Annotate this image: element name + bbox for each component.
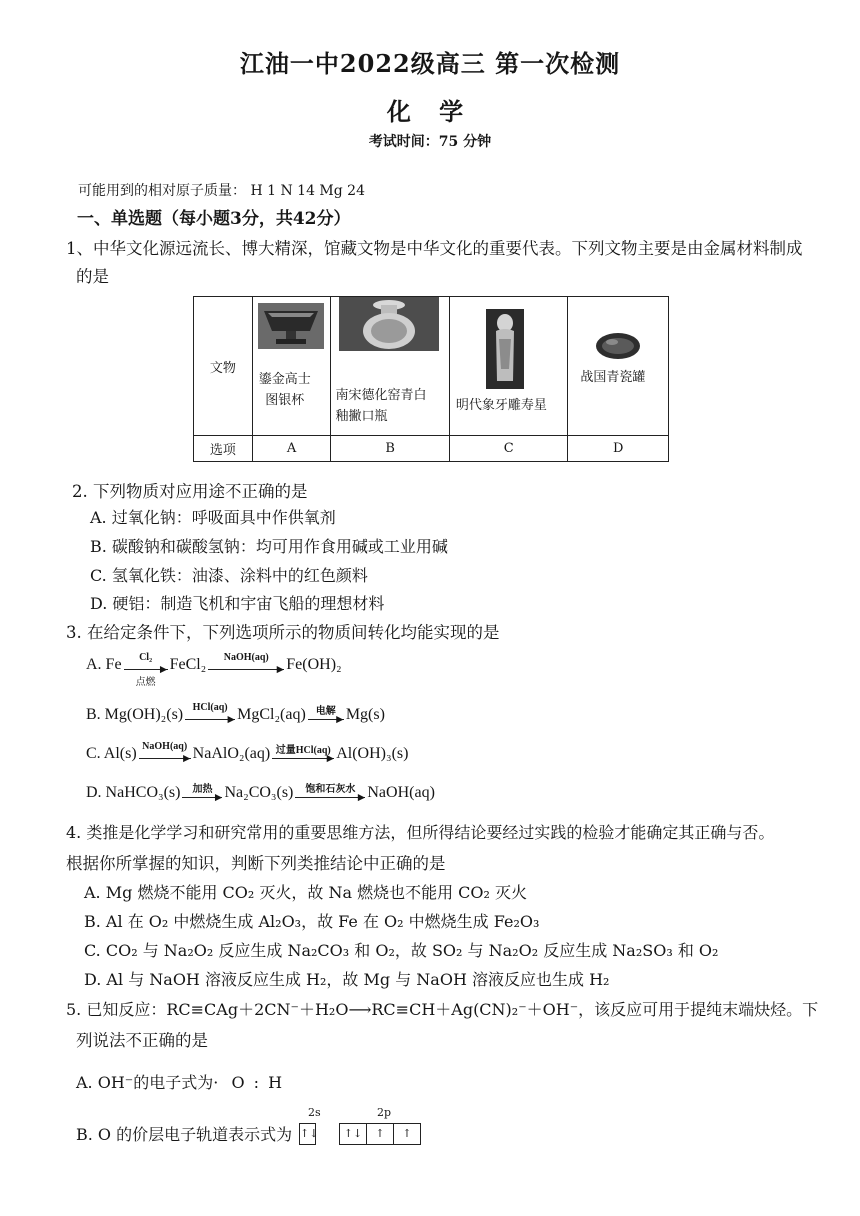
q5-option-a: A. OH⁻的电子式为· O : H: [76, 1073, 285, 1092]
orbital-2s-label: 2s: [308, 1106, 321, 1119]
relic-name-c: 明代象牙雕寿星: [455, 398, 547, 413]
exam-time: 考试时间：75 分钟: [368, 134, 492, 150]
orbital-box: ↑: [393, 1123, 421, 1145]
q2-option-a: A. 过氧化钠：呼吸面具中作供氧剂: [90, 508, 336, 527]
option-b: B: [331, 436, 449, 462]
q4-option-b: B. Al 在 O₂ 中燃烧生成 Al₂O₃，故 Fe 在 O₂ 中燃烧生成 Fe₂O₃: [84, 912, 540, 931]
orbital-2p-label: 2p: [377, 1106, 392, 1119]
section-heading: 一、单选题（每小题3分，共42分）: [77, 209, 351, 229]
porcelain-vase-image: [339, 297, 439, 351]
relics-table: [193, 296, 669, 462]
relic-row-label: 文物: [194, 297, 253, 436]
q4-stem-line2: 根据你所掌握的知识，判断下列类推结论中正确的是: [66, 854, 446, 873]
reaction-arrow: 电解 ►: [308, 711, 344, 720]
reaction-arrow: 饱和石灰水 ►: [295, 789, 365, 798]
orbital-box: ↑↓: [299, 1123, 316, 1145]
q5-stem-line2: 列说法不正确的是: [76, 1031, 208, 1050]
electron-formula: O : H: [231, 1073, 285, 1092]
ivory-statue-image: [486, 309, 524, 389]
relic-cell-a: [252, 297, 331, 436]
q2-option-c: C. 氢氧化铁：油漆、涂料中的红色颜料: [90, 566, 368, 585]
reaction-arrow: 加热 ►: [182, 789, 222, 798]
reaction-arrow: 过量HCl(aq) ►: [272, 750, 334, 759]
celadon-jar-image: [594, 331, 642, 361]
orbital-2p-boxes: [340, 1123, 421, 1145]
exam-title: 江油一中2022级高三 第一次检测: [239, 49, 621, 78]
subject-title: 化 学: [386, 97, 474, 126]
reaction-arrow: Cl₂ ► 点燃: [124, 661, 168, 670]
q2-option-d: D. 硬铝：制造飞机和宇宙飞船的理想材料: [90, 594, 385, 613]
atomic-mass-line: 可能用到的相对原子质量： H 1 N 14 Mg 24: [78, 183, 365, 199]
q4-option-d: D. Al 与 NaOH 溶液反应生成 H₂，故 Mg 与 NaOH 溶液反应也生成 H₂: [84, 970, 610, 989]
reaction-arrow: HCl(aq) ►: [185, 711, 235, 720]
q4-option-a: A. Mg 燃烧不能用 CO₂ 灭火，故 Na 燃烧也不能用 CO₂ 灭火: [84, 883, 528, 902]
reaction-arrow: NaOH(aq) ►: [208, 661, 284, 670]
orbital-box: ↑↓: [339, 1123, 367, 1145]
silver-cup-image: [258, 303, 324, 349]
q4-option-c: C. CO₂ 与 Na₂O₂ 反应生成 Na₂CO₃ 和 O₂，故 SO₂ 与 Na₂O₂ 反应生成 Na₂SO₃ 和 O₂: [84, 941, 719, 960]
option-d: D: [568, 436, 669, 462]
relic-name-d: 战国青瓷罐: [580, 370, 646, 385]
option-c: C: [449, 436, 567, 462]
relic-name-a: 鎏金高士 图银杯: [258, 372, 311, 408]
relic-cell-d: [568, 297, 669, 436]
orbital-2s-boxes: [300, 1123, 319, 1145]
reaction-arrow: NaOH(aq) ►: [139, 750, 191, 759]
q4-stem-line1: 4. 类推是化学学习和研究常用的重要思维方法，但所得结论要经过实践的检验才能确定其正确与否。: [66, 823, 775, 842]
q2-stem: 2. 下列物质对应用途不正确的是: [72, 482, 308, 501]
q1-stem-line2: 的是: [76, 267, 109, 286]
q3-option-a: A. Fe Cl₂ ► 点燃 FeCl₂ NaOH(aq) ► Fe(OH)₂: [86, 651, 342, 688]
q5-option-b: B. O 的价层电子轨道表示式为: [76, 1125, 293, 1144]
q3-option-d: D. NaHCO₃(s) 加热 ► Na₂CO₃(s) 饱和石灰水 ► NaOH(aq): [86, 783, 435, 804]
q1-stem-line1: 1、中华文化源远流长、博大精深，馆藏文物是中华文化的重要代表。下列文物主要是由金属材料制成: [66, 239, 803, 258]
relic-cell-c: [449, 297, 567, 436]
relic-name-b: 南宋德化窑青白 釉撇口瓶: [335, 388, 427, 424]
q3-option-b: B. Mg(OH)₂(s) HCl(aq) ► MgCl₂(aq) 电解 ► Mg(s): [86, 701, 385, 726]
relic-cell-b: [331, 297, 449, 436]
q2-option-b: B. 碳酸钠和碳酸氢钠：均可用作食用碱或工业用碱: [90, 537, 448, 556]
q5-stem-line1: 5. 已知反应：RC≡CAg＋2CN⁻＋H₂O⟶RC≡CH＋Ag(CN)₂⁻＋OH⁻，该反应可用于提纯末端炔烃。下: [66, 1000, 819, 1019]
option-a: A: [252, 436, 331, 462]
q3-stem: 3. 在给定条件下，下列选项所示的物质间转化均能实现的是: [66, 623, 500, 642]
q3-option-c: C. Al(s) NaOH(aq) ► NaAlO₂(aq) 过量HCl(aq) ► Al(OH)₃(s): [86, 740, 409, 765]
option-row-label: 选项: [194, 436, 253, 462]
orbital-box: ↑: [366, 1123, 394, 1145]
